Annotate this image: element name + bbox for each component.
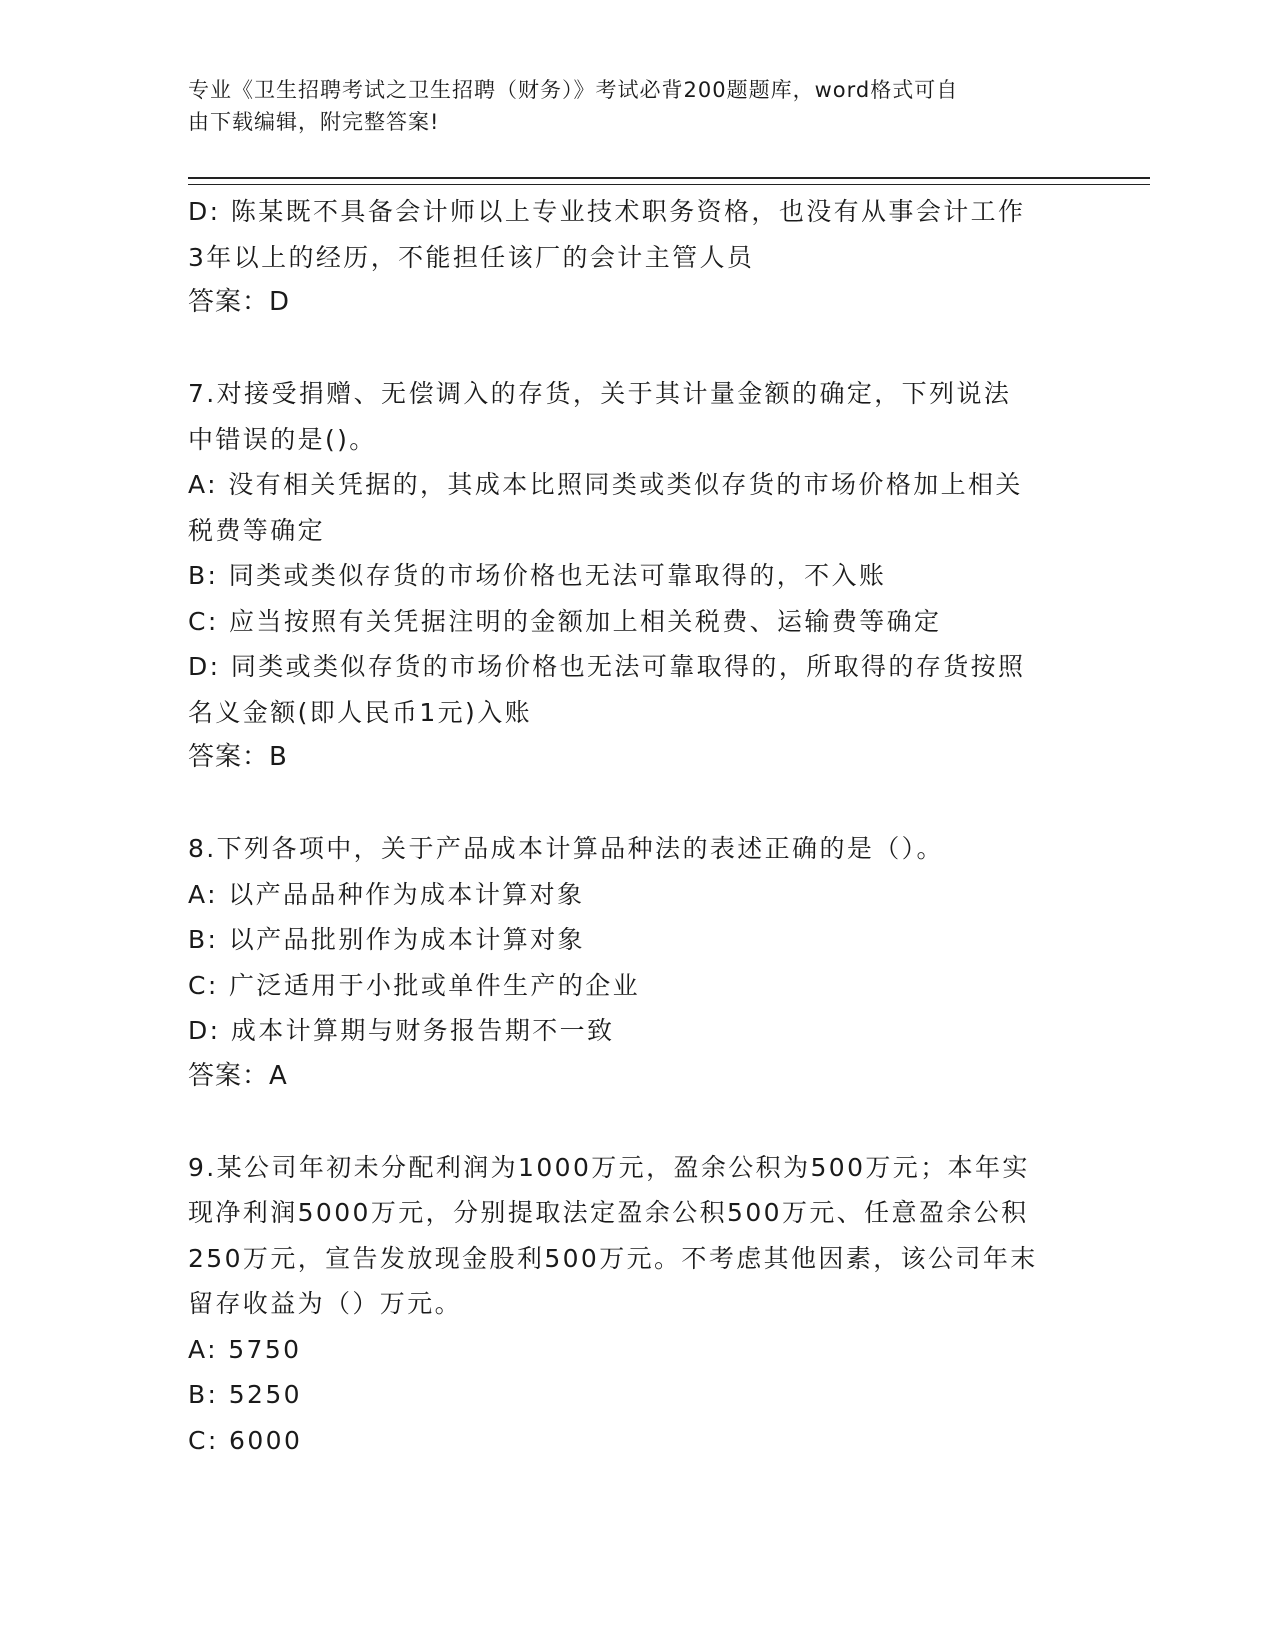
question-stem-line-3: 250万元，宣告发放现金股利500万元。不考虑其他因素，该公司年末: [188, 1243, 1038, 1273]
option-a: A: 以产品品种作为成本计算对象: [188, 879, 585, 909]
header-rule-thick: [188, 177, 1150, 179]
option-c: C: 6000: [188, 1425, 303, 1455]
question-stem-line-4: 留存收益为（）万元。: [188, 1289, 463, 1318]
question-9: [188, 1145, 1088, 1464]
question-stem: 8.下列各项中，关于产品成本计算品种法的表述正确的是（）。: [188, 834, 944, 863]
option-b: B: 以产品批别作为成本计算对象: [188, 925, 585, 954]
answer: 答案：B: [188, 742, 288, 772]
spacer: [188, 1099, 1088, 1145]
option-d-line-2: 3年以上的经历，不能担任该厂的会计主管人员: [188, 242, 755, 272]
question-6-tail: [188, 189, 1088, 326]
answer: 答案：D: [188, 287, 291, 317]
option-a: A: 5750: [188, 1334, 302, 1364]
option-b: B: 5250: [188, 1380, 302, 1409]
question-stem-line-2: 中错误的是()。: [188, 424, 377, 454]
option-b: B: 同类或类似存货的市场价格也无法可靠取得的，不入账: [188, 561, 887, 590]
document-header: [188, 74, 1068, 138]
option-d-line-1: D: 同类或类似存货的市场价格也无法可靠取得的，所取得的存货按照: [188, 652, 1026, 681]
question-8: [188, 826, 1088, 1099]
option-d: D: 成本计算期与财务报告期不一致: [188, 1016, 615, 1045]
question-stem-line-1: 9.某公司年初未分配利润为1000万元，盈余公积为500万元；本年实: [188, 1152, 1030, 1182]
question-list: [188, 189, 1088, 1463]
spacer: [188, 326, 1088, 372]
option-d-line-1: D: 陈某既不具备会计师以上专业技术职务资格，也没有从事会计工作: [188, 197, 1026, 226]
option-a-line-1: A: 没有相关凭据的，其成本比照同类或类似存货的市场价格加上相关: [188, 470, 1023, 499]
option-d-line-2: 名义金额(即人民币1元)入账: [188, 697, 533, 727]
header-line-2: 由下载编辑，附完整答案!: [188, 110, 440, 134]
question-stem-line-2: 现净利润5000万元，分别提取法定盈余公积500万元、任意盈余公积: [188, 1198, 1029, 1227]
question-stem-line-1: 7.对接受捐赠、无偿调入的存货，关于其计量金额的确定，下列说法: [188, 379, 1012, 408]
question-7: [188, 371, 1088, 781]
header-rule-thin: [188, 184, 1150, 185]
header-line-1: 专业《卫生招聘考试之卫生招聘（财务）》考试必背200题题库，word格式可自: [188, 78, 959, 102]
spacer: [188, 781, 1088, 827]
option-c: C: 广泛适用于小批或单件生产的企业: [188, 970, 641, 1000]
option-a-line-2: 税费等确定: [188, 515, 326, 545]
option-c: C: 应当按照有关凭据注明的金额加上相关税费、运输费等确定: [188, 606, 942, 636]
answer: 答案：A: [188, 1060, 288, 1091]
